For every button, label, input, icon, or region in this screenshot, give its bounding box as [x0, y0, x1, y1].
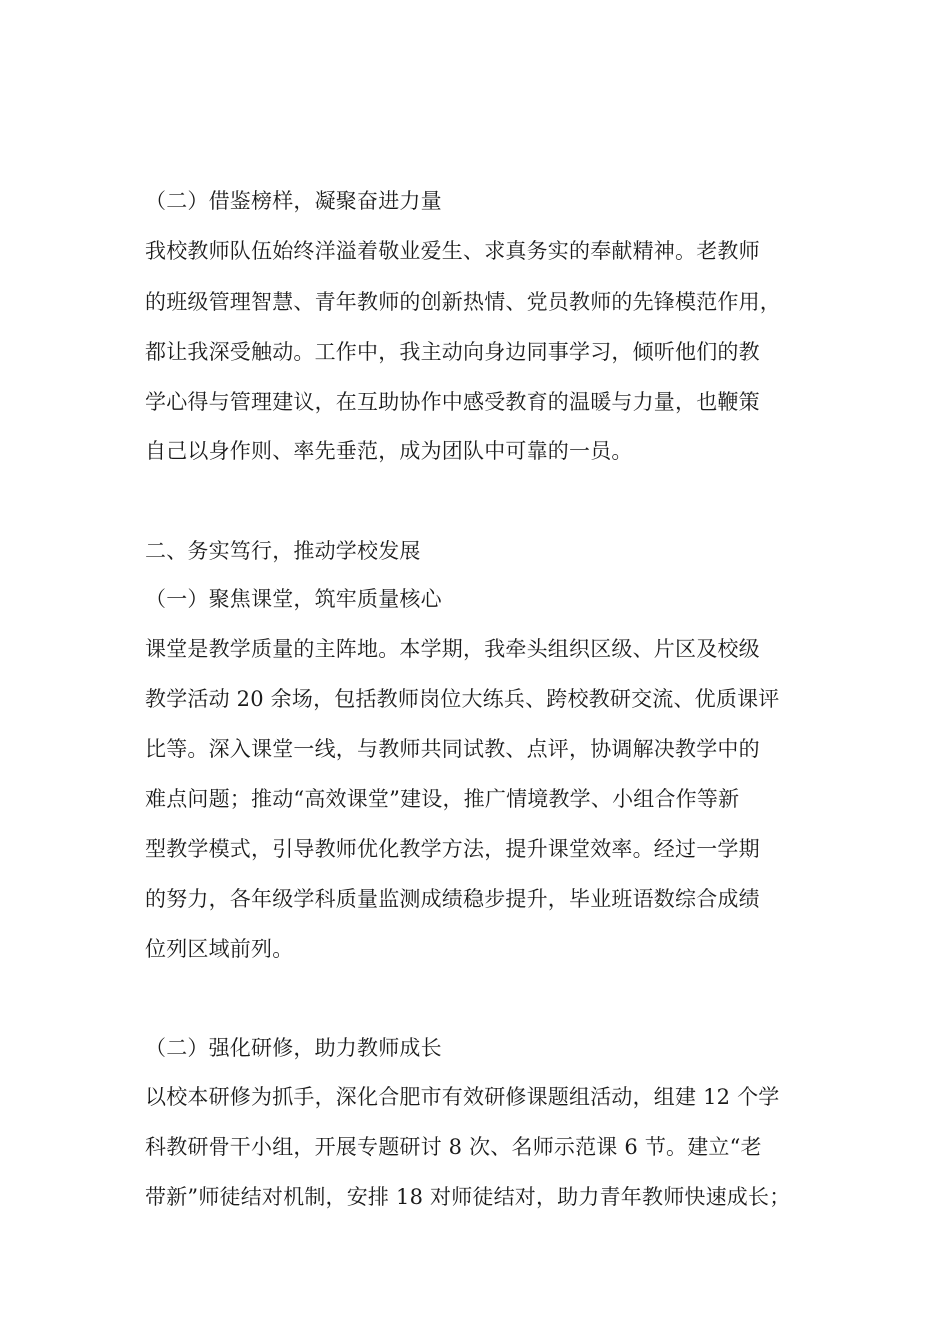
paragraph-line: 比等。深入课堂一线，与教师共同试教、点评，协调解决教学中的	[145, 737, 760, 761]
paragraph-line: 科教研骨干小组，开展专题研讨 8 次、名师示范课 6 节。建立“老	[145, 1135, 762, 1159]
paragraph-line: 的班级管理智慧、青年教师的创新热情、党员教师的先锋模范作用，	[145, 290, 781, 314]
paragraph-line: 自己以身作则、率先垂范，成为团队中可靠的一员。	[145, 439, 633, 463]
paragraph-line: 都让我深受触动。工作中，我主动向身边同事学习，倾听他们的教	[145, 340, 760, 364]
paragraph-line: 带新”师徒结对机制，安排 18 对师徒结对，助力青年教师快速成长；	[145, 1185, 791, 1209]
paragraph-line: 的努力，各年级学科质量监测成绩稳步提升，毕业班语数综合成绩	[145, 887, 760, 911]
paragraph-line: 型教学模式，引导教师优化教学方法，提升课堂效率。经过一学期	[145, 837, 760, 861]
paragraph-line: 以校本研修为抓手，深化合肥市有效研修课题组活动，组建 12 个学	[145, 1085, 780, 1109]
paragraph-line: 位列区域前列。	[145, 937, 294, 961]
section-heading: 二、务实笃行，推动学校发展	[145, 539, 421, 563]
paragraph-line: 课堂是教学质量的主阵地。本学期，我牵头组织区级、片区及校级	[145, 637, 760, 661]
paragraph-line: 教学活动 20 余场，包括教师岗位大练兵、跨校教研交流、优质课评	[145, 687, 780, 711]
subsection-heading: （一）聚焦课堂，筑牢质量核心	[145, 587, 442, 611]
section-heading: （二）借鉴榜样，凝聚奋进力量	[145, 189, 442, 213]
paragraph-line: 学心得与管理建议，在互助协作中感受教育的温暖与力量，也鞭策	[145, 390, 760, 414]
paragraph-line: 难点问题；推动“高效课堂”建设，推广情境教学、小组合作等新	[145, 787, 740, 811]
section-heading: （二）强化研修，助力教师成长	[145, 1036, 442, 1060]
paragraph-line: 我校教师队伍始终洋溢着敬业爱生、求真务实的奉献精神。老教师	[145, 239, 760, 263]
